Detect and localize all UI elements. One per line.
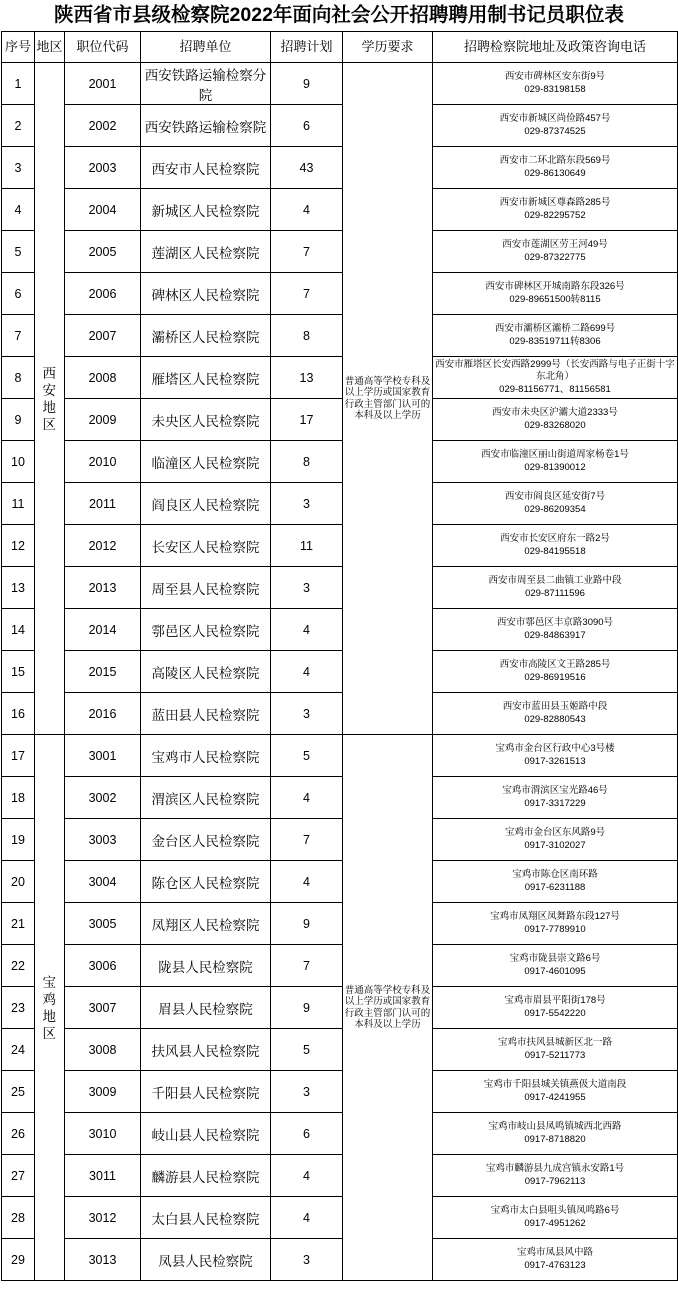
cell-address-phone: 西安市长安区府东一路2号 029-84195518 bbox=[433, 525, 678, 567]
cell-address-phone: 宝鸡市金台区东风路9号 0917-3102027 bbox=[433, 819, 678, 861]
cell-no: 21 bbox=[2, 903, 35, 945]
cell-recruiting-unit: 凤县人民检察院 bbox=[141, 1239, 271, 1281]
column-header-unit: 招聘单位 bbox=[141, 32, 271, 63]
cell-no: 9 bbox=[2, 399, 35, 441]
cell-address-phone: 西安市碑林区开城南路东段326号 029-89651500转8115 bbox=[433, 273, 678, 315]
table-row bbox=[2, 903, 678, 945]
cell-address-phone: 宝鸡市岐山县凤鸣镇城西北西路 0917-8718820 bbox=[433, 1113, 678, 1155]
cell-no: 16 bbox=[2, 693, 35, 735]
cell-recruiting-unit: 麟游县人民检察院 bbox=[141, 1155, 271, 1197]
cell-position-code: 3011 bbox=[65, 1155, 141, 1197]
table-row bbox=[2, 357, 678, 399]
table-row bbox=[2, 1197, 678, 1239]
cell-recruit-plan: 4 bbox=[271, 651, 343, 693]
table-row bbox=[2, 693, 678, 735]
cell-no: 15 bbox=[2, 651, 35, 693]
cell-recruiting-unit: 扶风县人民检察院 bbox=[141, 1029, 271, 1071]
table-row bbox=[2, 315, 678, 357]
table-row bbox=[2, 819, 678, 861]
cell-address-phone: 宝鸡市渭滨区宝光路46号 0917-3317229 bbox=[433, 777, 678, 819]
cell-recruiting-unit: 西安铁路运输检察分院 bbox=[141, 63, 271, 105]
cell-position-code: 3005 bbox=[65, 903, 141, 945]
table-body bbox=[2, 63, 678, 1281]
cell-address-phone: 宝鸡市陈仓区南环路 0917-6231188 bbox=[433, 861, 678, 903]
cell-no: 2 bbox=[2, 105, 35, 147]
table-row bbox=[2, 189, 678, 231]
cell-address-phone: 西安市灞桥区灞桥二路699号 029-83519711转8306 bbox=[433, 315, 678, 357]
cell-recruit-plan: 7 bbox=[271, 273, 343, 315]
cell-recruiting-unit: 西安铁路运输检察院 bbox=[141, 105, 271, 147]
cell-no: 25 bbox=[2, 1071, 35, 1113]
table-row bbox=[2, 609, 678, 651]
cell-position-code: 2007 bbox=[65, 315, 141, 357]
cell-position-code: 2012 bbox=[65, 525, 141, 567]
cell-address-phone: 西安市碑林区安东街9号 029-83198158 bbox=[433, 63, 678, 105]
cell-position-code: 3003 bbox=[65, 819, 141, 861]
cell-recruit-plan: 3 bbox=[271, 693, 343, 735]
table-row bbox=[2, 1155, 678, 1197]
cell-position-code: 2001 bbox=[65, 63, 141, 105]
cell-position-code: 2004 bbox=[65, 189, 141, 231]
cell-address-phone: 西安市雁塔区长安西路2999号（长安西路与电子正街十字东北角） 029-81156771、81156581 bbox=[433, 357, 678, 399]
cell-position-code: 2008 bbox=[65, 357, 141, 399]
table-row bbox=[2, 987, 678, 1029]
table-row bbox=[2, 651, 678, 693]
cell-no: 12 bbox=[2, 525, 35, 567]
cell-position-code: 3002 bbox=[65, 777, 141, 819]
cell-no: 19 bbox=[2, 819, 35, 861]
cell-recruit-plan: 11 bbox=[271, 525, 343, 567]
cell-recruit-plan: 7 bbox=[271, 231, 343, 273]
cell-recruit-plan: 13 bbox=[271, 357, 343, 399]
cell-recruiting-unit: 鄠邑区人民检察院 bbox=[141, 609, 271, 651]
cell-recruiting-unit: 临潼区人民检察院 bbox=[141, 441, 271, 483]
cell-no: 14 bbox=[2, 609, 35, 651]
table-row bbox=[2, 273, 678, 315]
cell-position-code: 3013 bbox=[65, 1239, 141, 1281]
cell-recruiting-unit: 周至县人民检察院 bbox=[141, 567, 271, 609]
cell-recruit-plan: 3 bbox=[271, 1239, 343, 1281]
cell-position-code: 3004 bbox=[65, 861, 141, 903]
cell-position-code: 2013 bbox=[65, 567, 141, 609]
column-header-education: 学历要求 bbox=[343, 32, 433, 63]
cell-no: 22 bbox=[2, 945, 35, 987]
cell-address-phone: 西安市蓝田县玉姬路中段 029-82880543 bbox=[433, 693, 678, 735]
cell-no: 29 bbox=[2, 1239, 35, 1281]
cell-recruiting-unit: 金台区人民检察院 bbox=[141, 819, 271, 861]
cell-position-code: 3007 bbox=[65, 987, 141, 1029]
column-header-plan: 招聘计划 bbox=[271, 32, 343, 63]
cell-recruiting-unit: 眉县人民检察院 bbox=[141, 987, 271, 1029]
table-row bbox=[2, 63, 678, 105]
cell-address-phone: 西安市新城区尊森路285号 029-82295752 bbox=[433, 189, 678, 231]
cell-recruiting-unit: 长安区人民检察院 bbox=[141, 525, 271, 567]
cell-no: 6 bbox=[2, 273, 35, 315]
cell-address-phone: 宝鸡市凤县风中路 0917-4763123 bbox=[433, 1239, 678, 1281]
cell-no: 26 bbox=[2, 1113, 35, 1155]
cell-recruit-plan: 4 bbox=[271, 777, 343, 819]
cell-recruit-plan: 4 bbox=[271, 1197, 343, 1239]
cell-education-requirement: 普通高等学校专科及以上学历或国家教育行政主管部门认可的本科及以上学历 bbox=[343, 63, 433, 735]
page-title: 陕西省市县级检察院2022年面向社会公开招聘聘用制书记员职位表 bbox=[54, 4, 624, 26]
table-row bbox=[2, 105, 678, 147]
cell-recruit-plan: 6 bbox=[271, 105, 343, 147]
cell-education-requirement: 普通高等学校专科及以上学历或国家教育行政主管部门认可的本科及以上学历 bbox=[343, 735, 433, 1281]
cell-recruit-plan: 4 bbox=[271, 189, 343, 231]
cell-recruiting-unit: 莲湖区人民检察院 bbox=[141, 231, 271, 273]
cell-recruit-plan: 5 bbox=[271, 1029, 343, 1071]
cell-recruiting-unit: 凤翔区人民检察院 bbox=[141, 903, 271, 945]
column-header-code: 职位代码 bbox=[65, 32, 141, 63]
cell-no: 8 bbox=[2, 357, 35, 399]
cell-position-code: 2014 bbox=[65, 609, 141, 651]
table-row bbox=[2, 441, 678, 483]
cell-recruit-plan: 9 bbox=[271, 903, 343, 945]
cell-no: 11 bbox=[2, 483, 35, 525]
table-row bbox=[2, 1113, 678, 1155]
cell-recruit-plan: 6 bbox=[271, 1113, 343, 1155]
table-row bbox=[2, 861, 678, 903]
cell-recruit-plan: 3 bbox=[271, 567, 343, 609]
cell-address-phone: 宝鸡市麟游县九成宫镇永安路1号 0917-7962113 bbox=[433, 1155, 678, 1197]
cell-no: 28 bbox=[2, 1197, 35, 1239]
cell-recruiting-unit: 渭滨区人民检察院 bbox=[141, 777, 271, 819]
column-header-address-phone: 招聘检察院地址及政策咨询电话 bbox=[433, 32, 678, 63]
cell-no: 1 bbox=[2, 63, 35, 105]
table-row bbox=[2, 399, 678, 441]
cell-recruiting-unit: 西安市人民检察院 bbox=[141, 147, 271, 189]
cell-position-code: 2002 bbox=[65, 105, 141, 147]
cell-position-code: 3008 bbox=[65, 1029, 141, 1071]
cell-recruiting-unit: 蓝田县人民检察院 bbox=[141, 693, 271, 735]
cell-recruit-plan: 8 bbox=[271, 315, 343, 357]
cell-area: 宝鸡地区 bbox=[35, 735, 65, 1281]
column-header-area: 地区 bbox=[35, 32, 65, 63]
cell-address-phone: 宝鸡市扶风县城新区北一路 0917-5211773 bbox=[433, 1029, 678, 1071]
cell-recruiting-unit: 碑林区人民检察院 bbox=[141, 273, 271, 315]
table-row bbox=[2, 147, 678, 189]
cell-recruiting-unit: 新城区人民检察院 bbox=[141, 189, 271, 231]
cell-recruiting-unit: 高陵区人民检察院 bbox=[141, 651, 271, 693]
cell-position-code: 2006 bbox=[65, 273, 141, 315]
cell-recruit-plan: 8 bbox=[271, 441, 343, 483]
cell-recruit-plan: 17 bbox=[271, 399, 343, 441]
cell-position-code: 3009 bbox=[65, 1071, 141, 1113]
cell-recruit-plan: 5 bbox=[271, 735, 343, 777]
cell-recruiting-unit: 太白县人民检察院 bbox=[141, 1197, 271, 1239]
cell-address-phone: 宝鸡市太白县咀头镇凤鸣路6号 0917-4951262 bbox=[433, 1197, 678, 1239]
cell-position-code: 3012 bbox=[65, 1197, 141, 1239]
cell-no: 5 bbox=[2, 231, 35, 273]
cell-no: 4 bbox=[2, 189, 35, 231]
cell-address-phone: 西安市未央区沪灞大道2333号 029-83268020 bbox=[433, 399, 678, 441]
cell-recruit-plan: 7 bbox=[271, 945, 343, 987]
cell-position-code: 3006 bbox=[65, 945, 141, 987]
cell-recruit-plan: 7 bbox=[271, 819, 343, 861]
cell-address-phone: 西安市周至县二曲镇工业路中段 029-87111596 bbox=[433, 567, 678, 609]
cell-position-code: 3010 bbox=[65, 1113, 141, 1155]
table-row bbox=[2, 1071, 678, 1113]
table-header-row bbox=[2, 32, 678, 63]
table-row bbox=[2, 483, 678, 525]
table-row bbox=[2, 945, 678, 987]
cell-address-phone: 宝鸡市凤翔区凤舞路东段127号 0917-7789910 bbox=[433, 903, 678, 945]
cell-recruit-plan: 4 bbox=[271, 861, 343, 903]
cell-recruit-plan: 9 bbox=[271, 987, 343, 1029]
cell-no: 3 bbox=[2, 147, 35, 189]
cell-address-phone: 宝鸡市陇县崇文路6号 0917-4601095 bbox=[433, 945, 678, 987]
cell-recruiting-unit: 岐山县人民检察院 bbox=[141, 1113, 271, 1155]
cell-address-phone: 西安市鄠邑区丰京路3090号 029-84863917 bbox=[433, 609, 678, 651]
table-header bbox=[2, 32, 678, 63]
table-row bbox=[2, 1029, 678, 1071]
cell-no: 18 bbox=[2, 777, 35, 819]
cell-address-phone: 宝鸡市眉县平阳街178号 0917-5542220 bbox=[433, 987, 678, 1029]
cell-address-phone: 宝鸡市金台区行政中心3号楼 0917-3261513 bbox=[433, 735, 678, 777]
cell-recruiting-unit: 陈仓区人民检察院 bbox=[141, 861, 271, 903]
table-row bbox=[2, 525, 678, 567]
cell-address-phone: 西安市新城区尚俭路457号 029-87374525 bbox=[433, 105, 678, 147]
cell-address-phone: 西安市临潼区丽山街道周家杨卷1号 029-81390012 bbox=[433, 441, 678, 483]
cell-no: 7 bbox=[2, 315, 35, 357]
cell-no: 20 bbox=[2, 861, 35, 903]
cell-recruit-plan: 4 bbox=[271, 1155, 343, 1197]
cell-position-code: 2016 bbox=[65, 693, 141, 735]
cell-recruiting-unit: 宝鸡市人民检察院 bbox=[141, 735, 271, 777]
column-header-no: 序号 bbox=[2, 32, 35, 63]
cell-position-code: 2015 bbox=[65, 651, 141, 693]
cell-recruiting-unit: 陇县人民检察院 bbox=[141, 945, 271, 987]
cell-address-phone: 西安市高陵区文王路285号 029-86919516 bbox=[433, 651, 678, 693]
cell-recruiting-unit: 灞桥区人民检察院 bbox=[141, 315, 271, 357]
table-row bbox=[2, 777, 678, 819]
cell-recruiting-unit: 阎良区人民检察院 bbox=[141, 483, 271, 525]
cell-recruit-plan: 3 bbox=[271, 1071, 343, 1113]
cell-recruiting-unit: 未央区人民检察院 bbox=[141, 399, 271, 441]
cell-recruit-plan: 9 bbox=[271, 63, 343, 105]
cell-address-phone: 西安市莲湖区劳王河49号 029-87322775 bbox=[433, 231, 678, 273]
table-row bbox=[2, 1239, 678, 1281]
cell-no: 27 bbox=[2, 1155, 35, 1197]
cell-recruit-plan: 43 bbox=[271, 147, 343, 189]
cell-position-code: 2003 bbox=[65, 147, 141, 189]
cell-position-code: 2011 bbox=[65, 483, 141, 525]
cell-no: 10 bbox=[2, 441, 35, 483]
positions-table bbox=[1, 31, 678, 1281]
cell-no: 24 bbox=[2, 1029, 35, 1071]
table-row bbox=[2, 567, 678, 609]
cell-no: 17 bbox=[2, 735, 35, 777]
cell-recruit-plan: 4 bbox=[271, 609, 343, 651]
cell-recruit-plan: 3 bbox=[271, 483, 343, 525]
cell-address-phone: 宝鸡市千阳县城关镇燕伋大道南段 0917-4241955 bbox=[433, 1071, 678, 1113]
cell-no: 13 bbox=[2, 567, 35, 609]
cell-no: 23 bbox=[2, 987, 35, 1029]
cell-position-code: 2009 bbox=[65, 399, 141, 441]
cell-position-code: 2005 bbox=[65, 231, 141, 273]
cell-address-phone: 西安市阎良区延安街7号 029-86209354 bbox=[433, 483, 678, 525]
table-row bbox=[2, 231, 678, 273]
cell-position-code: 2010 bbox=[65, 441, 141, 483]
cell-position-code: 3001 bbox=[65, 735, 141, 777]
table-row bbox=[2, 735, 678, 777]
cell-area: 西安地区 bbox=[35, 63, 65, 735]
cell-recruiting-unit: 雁塔区人民检察院 bbox=[141, 357, 271, 399]
cell-address-phone: 西安市二环北路东段569号 029-86130649 bbox=[433, 147, 678, 189]
cell-recruiting-unit: 千阳县人民检察院 bbox=[141, 1071, 271, 1113]
